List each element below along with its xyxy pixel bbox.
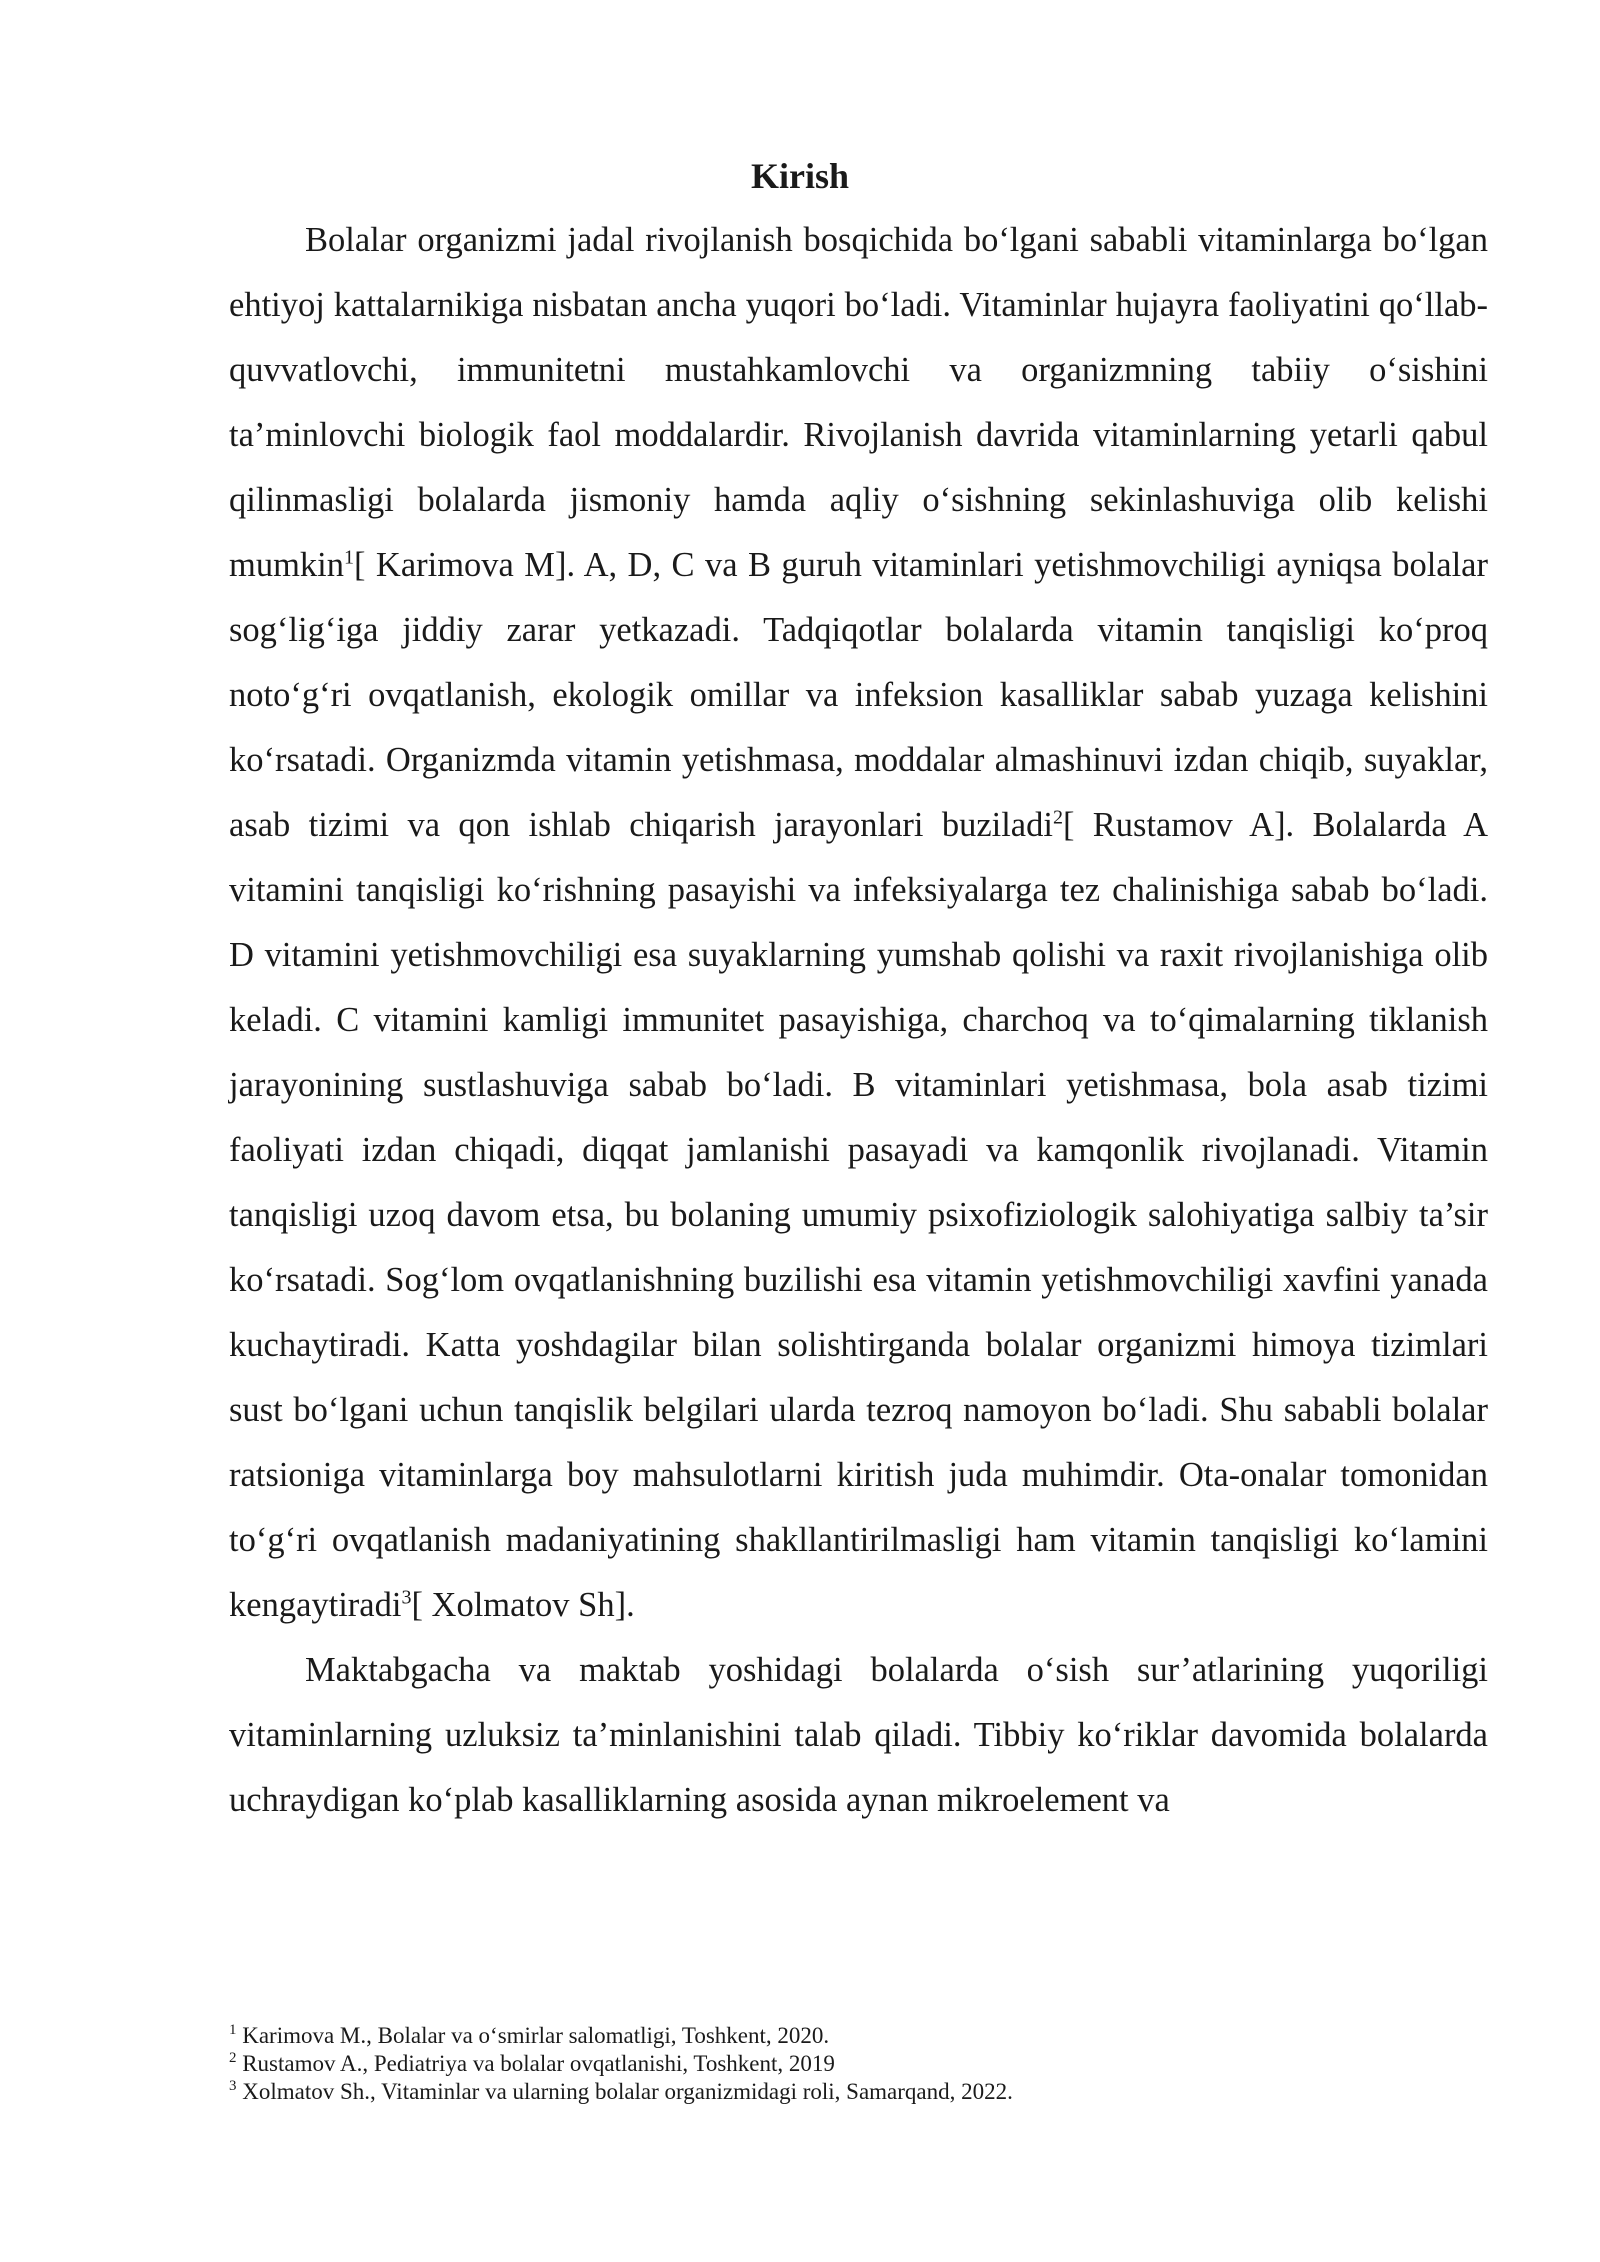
footnote-number: 1 <box>229 2022 237 2039</box>
paragraph-2: Maktabgacha va maktab yoshidagi bolalarda o‘sish sur’atlarining yuqoriligi vitaminlarning uzluksiz ta’minlanishini talab qiladi. Tibbiy ko‘riklar davomida bolalarda uchraydigan ko‘plab kasalliklarning asosida aynan mikroelement va <box>229 1651 1488 1819</box>
footnote-1 <box>229 2022 1488 2050</box>
document-body <box>229 208 1488 1833</box>
paragraph-1-text-1: Bolalar organizmi jadal rivojlanish bosqichida bo‘lgani sababli vitaminlarga bo‘lgan ehtiyoj kattalarnikiga nisbatan ancha yuqori bo‘ladi. Vitaminlar hujayra faoliyatini qo‘llab-quvvatlovchi, immunitetni mustahkamlovchi va organizmning tabiiy o‘sishini ta’minlovchi biologik faol moddalardir. Rivojlanish davrida vitaminlarning yetarli qabul qilinmasligi bolalarda jismoniy hamda aqliy o‘sishning sekinlashuviga olib kelishi mumkin <box>229 221 1488 584</box>
section-title: Kirish <box>750 156 849 196</box>
paragraph-1-text-3: [ Rustamov A]. Bolalarda A vitamini tanqisligi ko‘rishning pasayishi va infeksiyalarga tez chalinishiga sabab bo‘ladi. D vitamini yetishmovchiligi esa suyaklarning yumshab qolishi va raxit rivojlanishiga olib keladi. C vitamini kamligi immunitet pasayishiga, charchoq va to‘qimalarning tiklanish jarayonining sustlashuviga sabab bo‘ladi. B vitaminlari yetishmasa, bola asab tizimi faoliyati izdan chiqadi, diqqat jamlanishi pasayadi va kamqonlik rivojlanadi. Vitamin tanqisligi uzoq davom etsa, bu bolaning umumiy psixofiziologik salohiyatiga salbiy ta’sir ko‘rsatadi. Sog‘lom ovqatlanishning buzilishi esa vitamin yetishmovchiligi xavfini yanada kuchaytiradi. Katta yoshdagilar bilan solishtirganda bolalar organizmi himoya tizimlari sust bo‘lgani uchun tanqislik belgilari ularda tezroq namoyon bo‘ladi. Shu sababli bolalar ratsioniga vitaminlarga boy mahsulotlarni kiritish juda muhimdir. Ota-onalar tomonidan to‘g‘ri ovqatlanish madaniyatining shakllantirilmasligi ham vitamin tanqisligi ko‘lamini kengaytiradi <box>229 806 1488 1624</box>
footnote-text: Xolmatov Sh., Vitaminlar va ularning bolalar organizmidagi roli, Samarqand, 2022. <box>236 2079 1013 2104</box>
footnote-text: Karimova M., Bolalar va o‘smirlar salomatligi, Toshkent, 2020. <box>236 2023 830 2048</box>
footnote-text: Rustamov A., Pediatriya va bolalar ovqatlanishi, Toshkent, 2019 <box>236 2051 835 2076</box>
footnote-divider <box>229 2008 549 2009</box>
footnote-ref-1[interactable]: 1 <box>344 546 355 569</box>
footnotes <box>229 2022 1488 2106</box>
footnote-2 <box>229 2050 1488 2078</box>
paragraph-1 <box>229 208 1488 1638</box>
footnote-3 <box>229 2078 1488 2106</box>
footnote-ref-2[interactable]: 2 <box>1052 806 1063 829</box>
paragraph-1-text-2: [ Karimova M]. A, D, C va B guruh vitaminlari yetishmovchiligi ayniqsa bolalar sog‘lig‘iga jiddiy zarar yetkazadi. Tadqiqotlar bolalarda vitamin tanqisligi ko‘proq noto‘g‘ri ovqatlanish, ekologik omillar va infeksion kasalliklar sabab yuzaga kelishini ko‘rsatadi. Organizmda vitamin yetishmasa, moddalar almashinuvi izdan chiqib, suyaklar, asab tizimi va qon ishlab chiqarish jarayonlari buziladi <box>229 546 1488 844</box>
footnote-number: 2 <box>229 2050 237 2067</box>
paragraph-1-text-4: [ Xolmatov Sh]. <box>411 1586 635 1624</box>
footnote-number: 3 <box>229 2078 237 2095</box>
footnote-ref-3[interactable]: 3 <box>401 1586 412 1609</box>
